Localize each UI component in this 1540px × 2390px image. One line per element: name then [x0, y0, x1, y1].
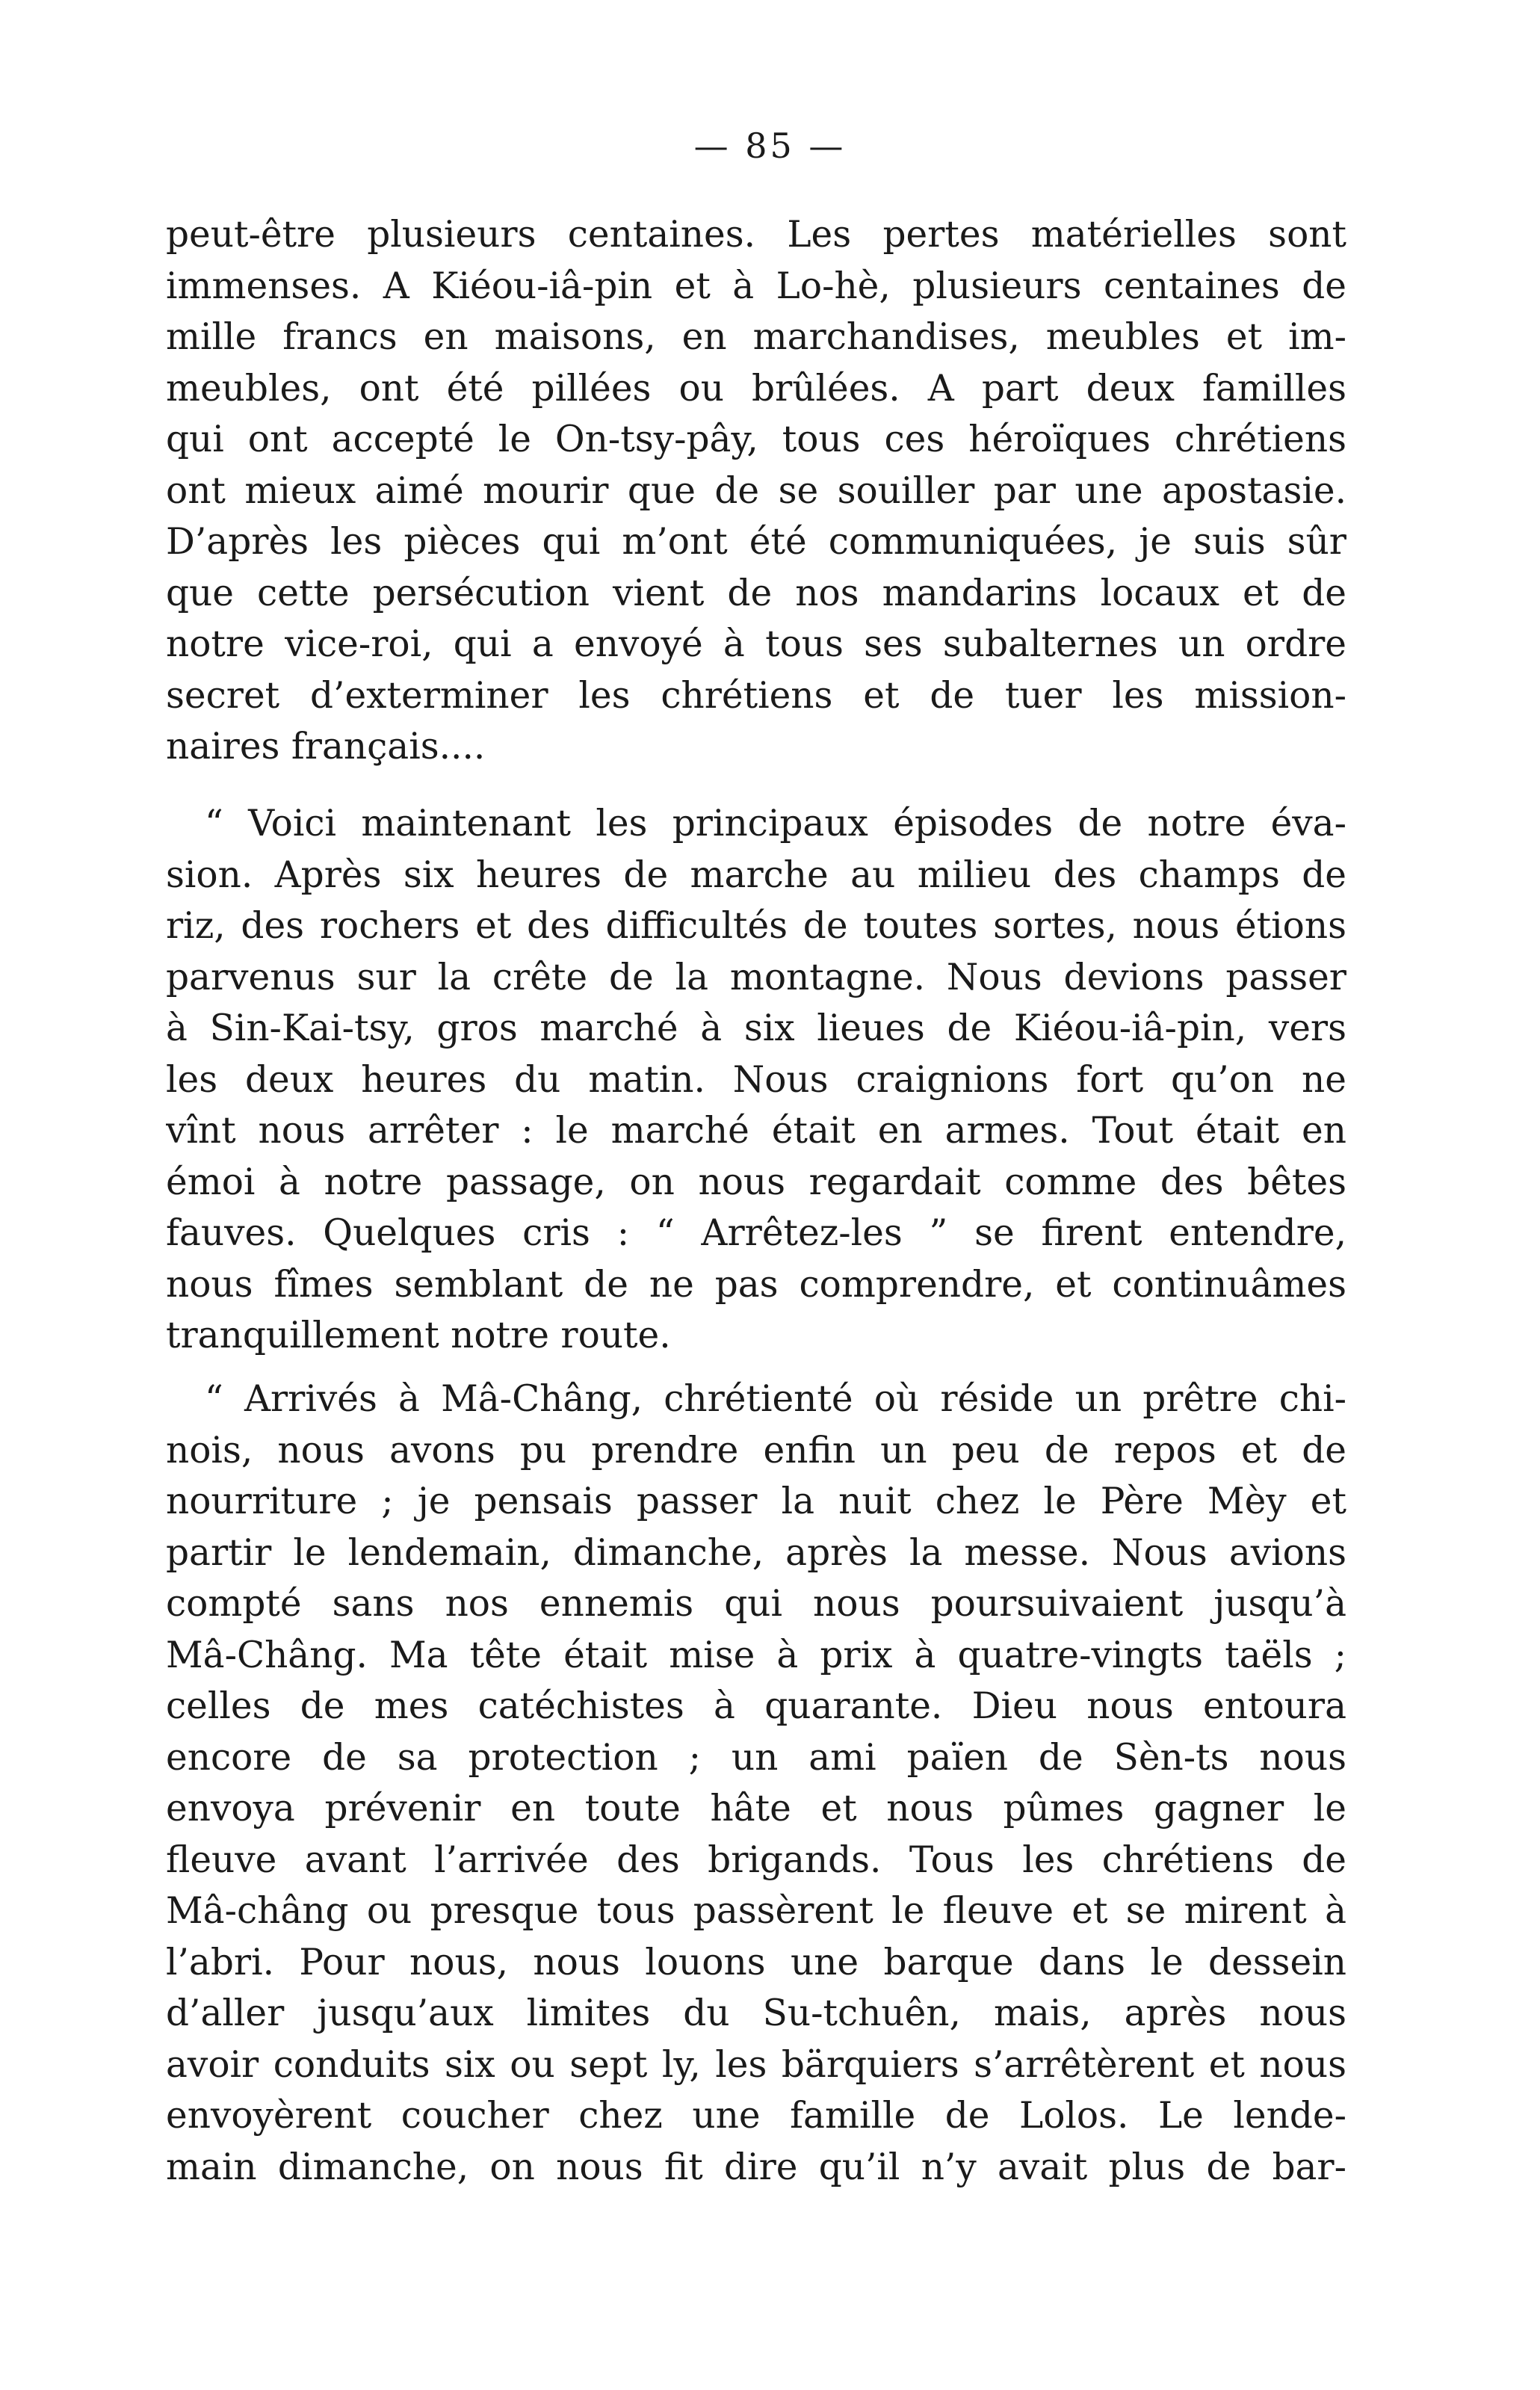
text-line: nous fîmes semblant de ne pas comprendre, et continuâmes — [166, 1263, 1346, 1306]
text-line: fauves. Quelques cris : “ Arrêtez-les ” se firent entendre, — [166, 1212, 1346, 1254]
text-line: envoya prévenir en toute hâte et nous pûmes gagner le — [166, 1788, 1346, 1829]
text-line: mille francs en maisons, en marchandises, meubles et im- — [166, 316, 1346, 358]
text-line: notre vice-roi, qui a envoyé à tous ses subalternes un ordre — [166, 623, 1346, 665]
text-line: “ Voici maintenant les principaux épisodes de notre éva- — [205, 803, 1346, 844]
paragraph-3 — [166, 1374, 1346, 2193]
text-line: émoi à notre passage, on nous regardait comme des bêtes — [166, 1161, 1346, 1203]
paragraph-1 — [166, 209, 1346, 773]
text-line: à Sin-Kai-tsy, gros marché à six lieues de Kiéou-iâ-pin, vers — [166, 1007, 1346, 1049]
paragraph-2 — [166, 798, 1346, 1362]
text-line: partir le lendemain, dimanche, après la messe. Nous avions — [166, 1531, 1346, 1574]
text-line: parvenus sur la crête de la montagne. Nous devions passer — [166, 956, 1346, 998]
text-line: les deux heures du matin. Nous craignions fort qu’on ne — [166, 1058, 1346, 1101]
text-line: avoir conduits six ou sept ly, les bärquiers s’arrêtèrent et nous — [166, 2043, 1346, 2086]
text-line: vînt nous arrêter : le marché était en armes. Tout était en — [166, 1110, 1346, 1152]
text-line: l’abri. Pour nous, nous louons une barque dans le dessein — [166, 1941, 1346, 1983]
text-line: que cette persécution vient de nos mandarins locaux et de — [166, 572, 1346, 614]
text-line: nois, nous avons pu prendre enfin un peu de repos et de — [166, 1429, 1346, 1472]
text-line: fleuve avant l’arrivée des brigands. Tous les chrétiens de — [166, 1838, 1346, 1881]
text-line: immenses. A Kiéou-iâ-pin et à Lo-hè, plusieurs centaines de — [166, 265, 1346, 307]
text-line: qui ont accepté le On-tsy-pây, tous ces héroïques chrétiens — [166, 419, 1346, 460]
text-line: compté sans nos ennemis qui nous poursuivaient jusqu’à — [166, 1583, 1346, 1625]
text-line: ont mieux aimé mourir que de se souiller par une apostasie. — [166, 469, 1346, 512]
text-line: tranquillement notre route. — [166, 1315, 671, 1356]
text-line: d’aller jusqu’aux limites du Su-tchuên, mais, après nous — [166, 1992, 1346, 2034]
text-line: encore de sa protection ; un ami païen de Sèn-ts nous — [166, 1736, 1346, 1779]
text-line: meubles, ont été pillées ou brûlées. A part deux familles — [166, 367, 1346, 410]
text-line: secret d’exterminer les chrétiens et de tuer les mission- — [166, 674, 1346, 717]
text-line: peut-être plusieurs centaines. Les pertes matérielles sont — [166, 214, 1346, 256]
text-line: sion. Après six heures de marche au milieu des champs de — [166, 853, 1346, 896]
text-line: main dimanche, on nous fit dire qu’il n’y avait plus de bar- — [166, 2146, 1346, 2188]
text-line: riz, des rochers et des difficultés de toutes sortes, nous étions — [166, 905, 1346, 947]
text-line: nourriture ; je pensais passer la nuit chez le Père Mèy et — [166, 1480, 1346, 1522]
text-line: Mâ-châng ou presque tous passèrent le fleuve et se mirent à — [166, 1890, 1346, 1932]
text-line: D’après les pièces qui m’ont été communiquées, je suis sûr — [166, 521, 1346, 563]
text-line: Mâ-Châng. Ma tête était mise à prix à quatre-vingts taëls ; — [166, 1634, 1346, 1676]
text-line: “ Arrivés à Mâ-Châng, chrétienté où réside un prêtre chi- — [205, 1378, 1346, 1420]
text-line: celles de mes catéchistes à quarante. Dieu nous entoura — [166, 1685, 1346, 1727]
page-number: — 85 — — [693, 126, 847, 166]
text-line: envoyèrent coucher chez une famille de Lolos. Le lende- — [166, 2095, 1346, 2137]
text-line: naires français.... — [166, 726, 486, 768]
